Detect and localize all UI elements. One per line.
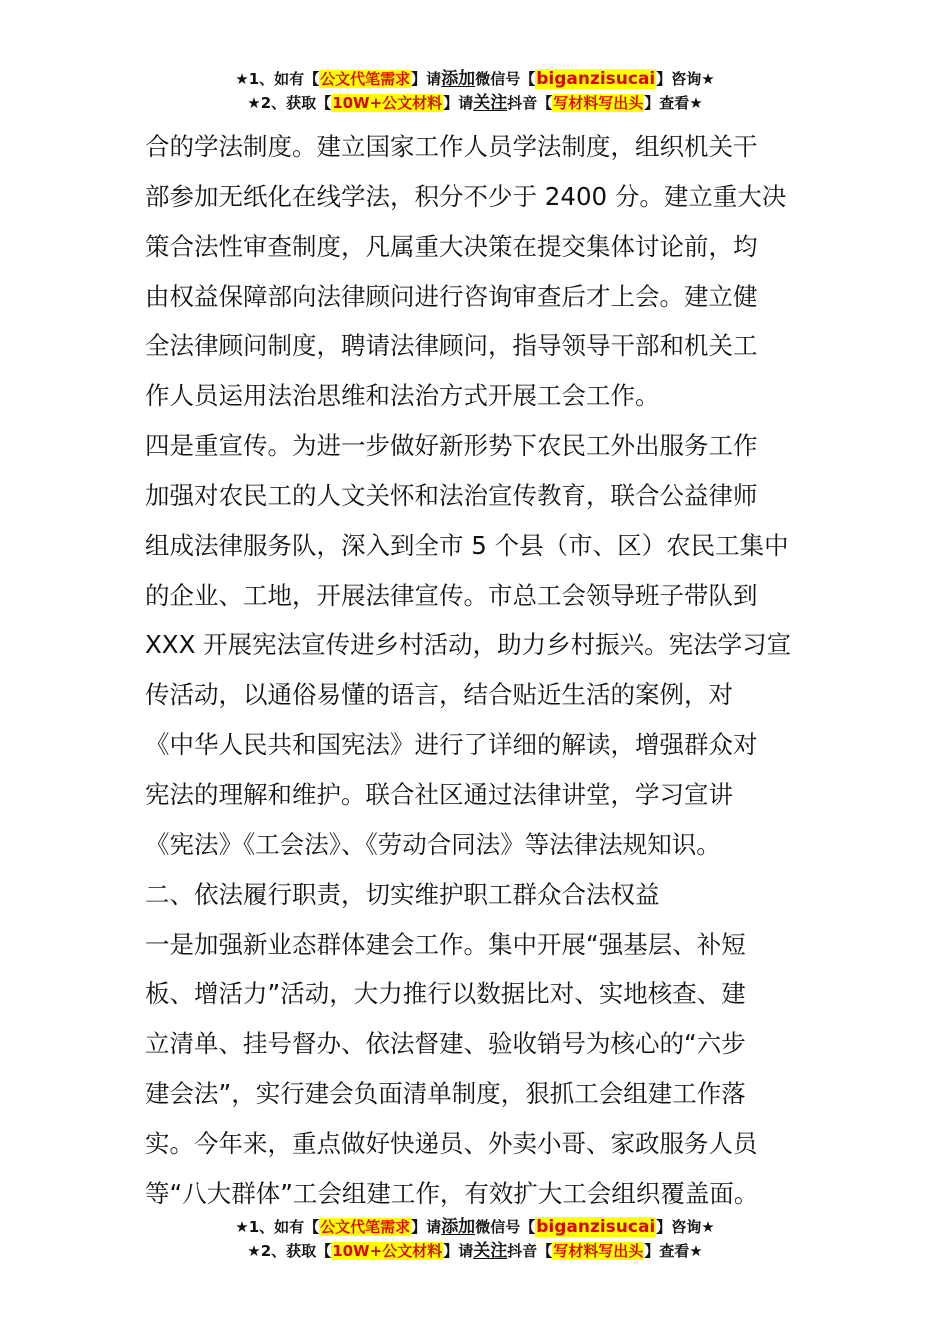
banner-text: 抖音【 [507, 94, 553, 112]
banner-highlight-service: 公文代笔需求 [320, 70, 411, 88]
banner-text: ★1、如有【 [235, 1218, 320, 1236]
body-line: 加强对农民工的人文关怀和法治宣传教育，联合公益律师 [145, 480, 758, 510]
body-line: 等“八大群体”工会组建工作，有效扩大工会组织覆盖面。 [145, 1178, 759, 1208]
banner-text: 抖音【 [507, 1242, 553, 1260]
footer-banner [0, 1216, 950, 1264]
body-line: 作人员运用法治思维和法治方式开展工会工作。 [145, 381, 660, 411]
banner-highlight-douyin: 写材料写出头 [553, 94, 644, 112]
body-line: XXX 开展宪法宣传进乡村活动，助力乡村振兴。宪法学习宣 [145, 630, 792, 660]
body-line: 立清单、挂号督办、依法督建、验收销号为核心的“六步 [145, 1029, 746, 1059]
banner-text: 】咨询★ [656, 70, 715, 88]
body-line: 由权益保障部向法律顾问进行咨询审查后才上会。建立健 [145, 281, 758, 311]
body-line: 《宪法》《工会法》、《劳动合同法》等法律法规知识。 [145, 829, 721, 859]
body-line: 全法律顾问制度，聘请法律顾问，指导领导干部和机关工 [145, 331, 758, 361]
banner-highlight-douyin: 写材料写出头 [553, 1242, 644, 1260]
banner-underlined-text: 关注 [473, 1241, 508, 1261]
banner-text: 】请 [411, 1218, 442, 1236]
body-line: 《中华人民共和国宪法》进行了详细的解读，增强群众对 [145, 730, 758, 760]
body-line: 一是加强新业态群体建会工作。集中开展“强基层、补短 [145, 929, 746, 959]
banner-text: ★1、如有【 [235, 70, 320, 88]
banner-text: 】查看★ [644, 94, 703, 112]
banner-text: 】咨询★ [656, 1218, 715, 1236]
banner-highlight-materials: 10W+公文材料 [332, 94, 443, 112]
banner-text: ★2、获取【 [247, 1242, 332, 1260]
section-heading: 二、依法履行职责，切实维护职工群众合法权益 [145, 879, 660, 909]
body-line: 合的学法制度。建立国家工作人员学法制度，组织机关干 [145, 132, 758, 161]
banner-underlined-text: 添加 [441, 1217, 476, 1237]
banner-text: ★2、获取【 [247, 94, 332, 112]
body-line: 实。今年来，重点做好快递员、外卖小哥、家政服务人员 [145, 1128, 758, 1158]
banner-text: 微信号【 [475, 1218, 536, 1236]
banner-highlight-wechat-id: biganzisucai [536, 1217, 656, 1237]
banner-highlight-materials: 10W+公文材料 [332, 1242, 443, 1260]
body-line: 的企业、工地，开展法律宣传。市总工会领导班子带队到 [145, 580, 758, 610]
banner-underlined-text: 关注 [473, 93, 508, 113]
body-line: 组成法律服务队，深入到全市 5 个县（市、区）农民工集中 [145, 530, 789, 560]
banner-highlight-wechat-id: biganzisucai [536, 69, 656, 89]
banner-text: 】查看★ [644, 1242, 703, 1260]
body-line: 建会法”，实行建会负面清单制度，狠抓工会组建工作落 [145, 1079, 746, 1109]
banner-underlined-text: 添加 [441, 69, 476, 89]
banner-text: 】请 [443, 94, 474, 112]
banner-text: 】请 [411, 70, 442, 88]
body-line: 部参加无纸化在线学法，积分不少于 2400 分。建立重大决 [145, 181, 787, 211]
body-line: 策合法性审查制度，凡属重大决策在提交集体讨论前，均 [145, 231, 758, 261]
banner-line-2 [0, 92, 950, 116]
body-line: 板、增活力”活动，大力推行以数据比对、实地核查、建 [145, 979, 746, 1009]
body-line: 四是重宣传。为进一步做好新形势下农民工外出服务工作 [145, 431, 758, 461]
document-body [145, 122, 810, 1219]
banner-line-2 [0, 1240, 950, 1264]
body-line: 宪法的理解和维护。联合社区通过法律讲堂，学习宣讲 [145, 779, 733, 809]
banner-text: 微信号【 [475, 70, 536, 88]
banner-text: 】请 [443, 1242, 474, 1260]
body-line: 传活动，以通俗易懂的语言，结合贴近生活的案例，对 [145, 680, 733, 710]
header-banner [0, 68, 950, 116]
banner-highlight-service: 公文代笔需求 [320, 1218, 411, 1236]
banner-line-1 [0, 68, 950, 92]
banner-line-1 [0, 1216, 950, 1240]
